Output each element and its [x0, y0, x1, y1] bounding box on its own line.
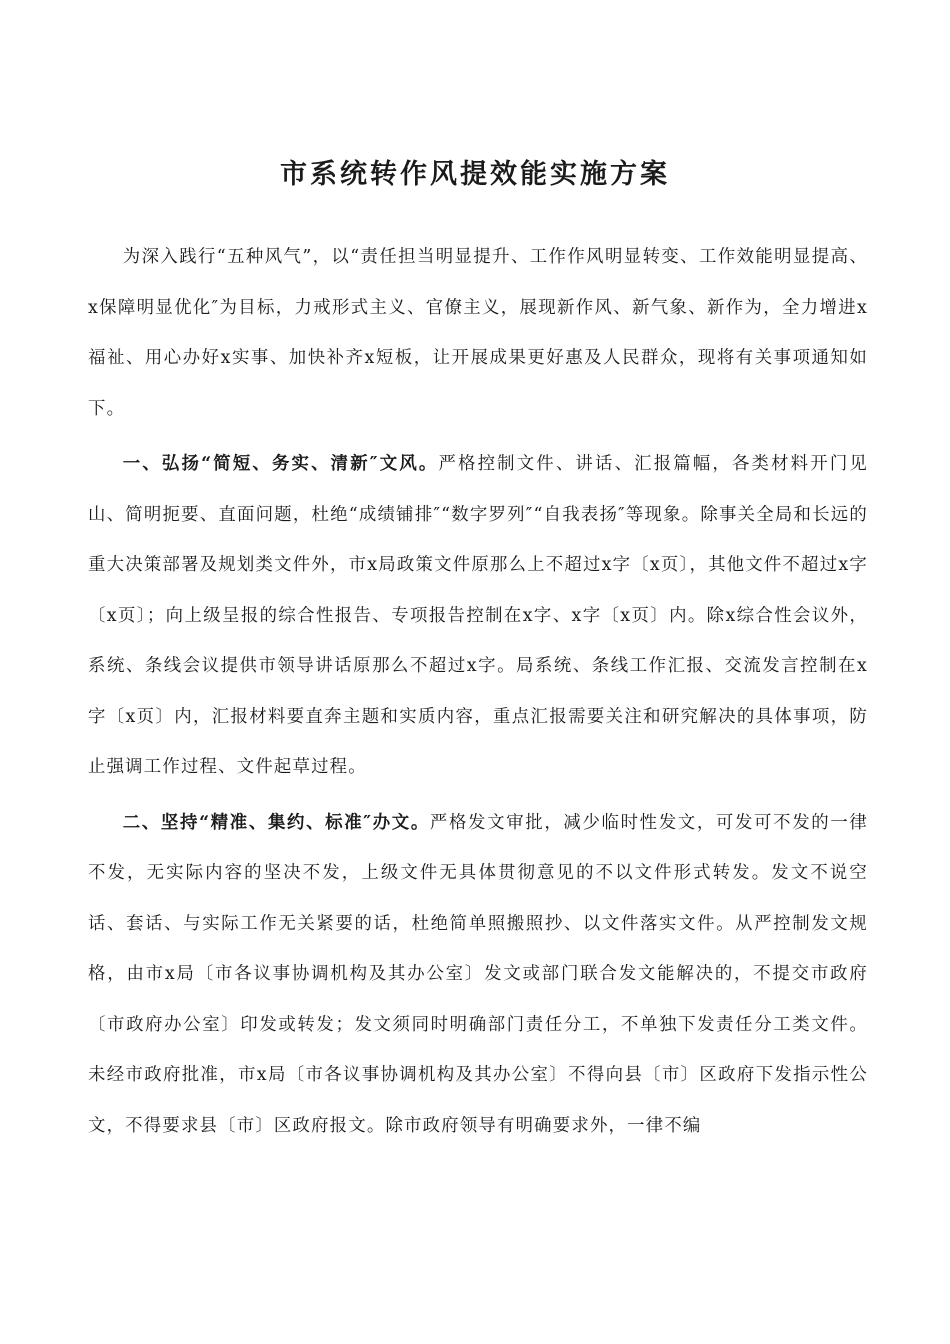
section-2-heading: 二、坚持“精准、集约、标准″办文。	[122, 812, 430, 833]
section-2-text: 严格发文审批，减少临时性发文，可发可不发的一律不发，无实际内容的坚决不发，上级文件无具体贯彻意见的不以文件形式转发。发文不说空话、套话、与实际工作无关紧要的话，杜绝简单照搬照抄、以文件落实文件。从严控制发文规格，由市x局〔市各议事协调机构及其办公室〕发文或部门联合发文能解决的，不提交市政府〔市政府办公室〕印发或转发；发文须同时明确部门责任分工，不单独下发责任分工类文件。未经市政府批准，市x局〔市各议事协调机构及其办公室〕不得向县〔市〕区政府下发指示性公文，不得要求县〔市〕区政府报文。除市政府领导有明确要求外，一律不编	[88, 812, 868, 1136]
section-2-paragraph	[88, 798, 868, 1152]
intro-paragraph: 为深入践行“五种风气”，以“责任担当明显提升、工作作风明显转变、工作效能明显提高、x保障明显优化″为目标，力戒形式主义、官僚主义，展现新作风、新气象、新作为，全力增进x福祉、用心办好x实事、加快补齐x短板，让开展成果更好惠及人民群众，现将有关事项通知如下。	[88, 247, 868, 419]
document-title: 市系统转作风提效能实施方案	[280, 159, 670, 190]
section-1-heading: 一、弘扬“简短、务实、清新″文风。	[122, 454, 439, 474]
section-1-paragraph	[88, 439, 868, 793]
document-body	[88, 232, 868, 1151]
section-1-text: 严格控制文件、讲话、汇报篇幅，各类材料开门见山、简明扼要、直面问题，杜绝“成绩铺排″“数字罗列″“自我表扬″等现象。除事关全局和长远的重大决策部署及规划类文件外，市x局政策文件原那么上不超过x字〔x页〕，其他文件不超过x字〔x页〕；向上级呈报的综合性报告、专项报告控制在x字、x字〔x页〕内。除x综合性会议外，系统、条线会议提供市领导讲话原那么不超过x字。局系统、条线工作汇报、交流发言控制在x字〔x页〕内，汇报材料要直奔主题和实质内容，重点汇报需要关注和研究解决的具体事项，防止强调工作过程、文件起草过程。	[88, 454, 868, 777]
